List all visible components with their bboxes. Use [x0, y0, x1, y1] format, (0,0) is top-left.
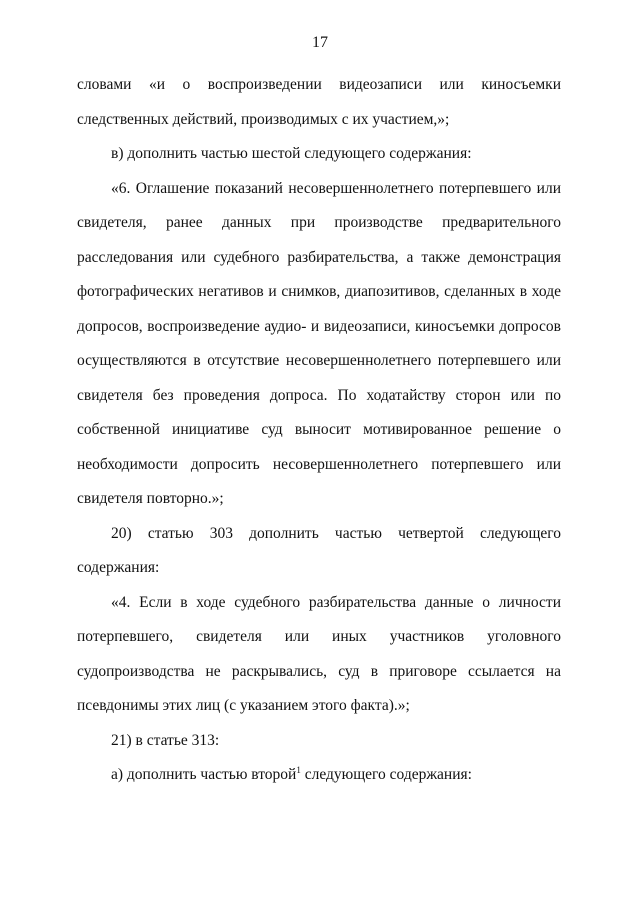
paragraph-item-20: 20) статью 303 дополнить частью четвертой следующего содержания:: [77, 524, 561, 576]
page-number: 17: [312, 34, 328, 51]
paragraph-item-v: в) дополнить частью шестой следующего содержания:: [111, 145, 472, 162]
document-body: [77, 68, 561, 793]
superscript-marker: 1: [296, 765, 301, 775]
paragraph-item-21: 21) в статье 313:: [111, 731, 220, 749]
paragraph-continuation: словами «и о воспроизведении видеозаписи или киносъемки следственных действий, производимых с их участием,»;: [77, 76, 561, 128]
paragraph-part-six-text: «6. Оглашение показаний несовершеннолетнего потерпевшего или свидетеля, ранее данных при производстве предварительного расследования или судебного разбирательства, а также демонстрация фотографических негативов и снимков, диапозитивов, сделанных в ходе допросов, воспроизведение аудио- и видеозаписи, киносъемки допросов осуществляются в отсутствие несовершеннолетнего потерпевшего или свидетеля без проведения допроса. По ходатайству сторон или по собственной инициативе суд выносит мотивированное решение о необходимости допросить несовершеннолетнего потерпевшего или свидетеля повторно.»;: [77, 179, 561, 507]
paragraph-item-a: [77, 758, 561, 793]
paragraph-item-a-start: а) дополнить частью второй: [111, 766, 297, 783]
paragraph-part-four-text: «4. Если в ходе судебного разбирательства данные о личности потерпевшего, свидетеля или иных участников уголовного судопроизводства не раскрывались, суд в приговоре ссылается на псевдонимы этих лиц (с указанием этого факта).»;: [77, 593, 561, 714]
paragraph-item-a-end: следующего содержания:: [300, 766, 472, 783]
